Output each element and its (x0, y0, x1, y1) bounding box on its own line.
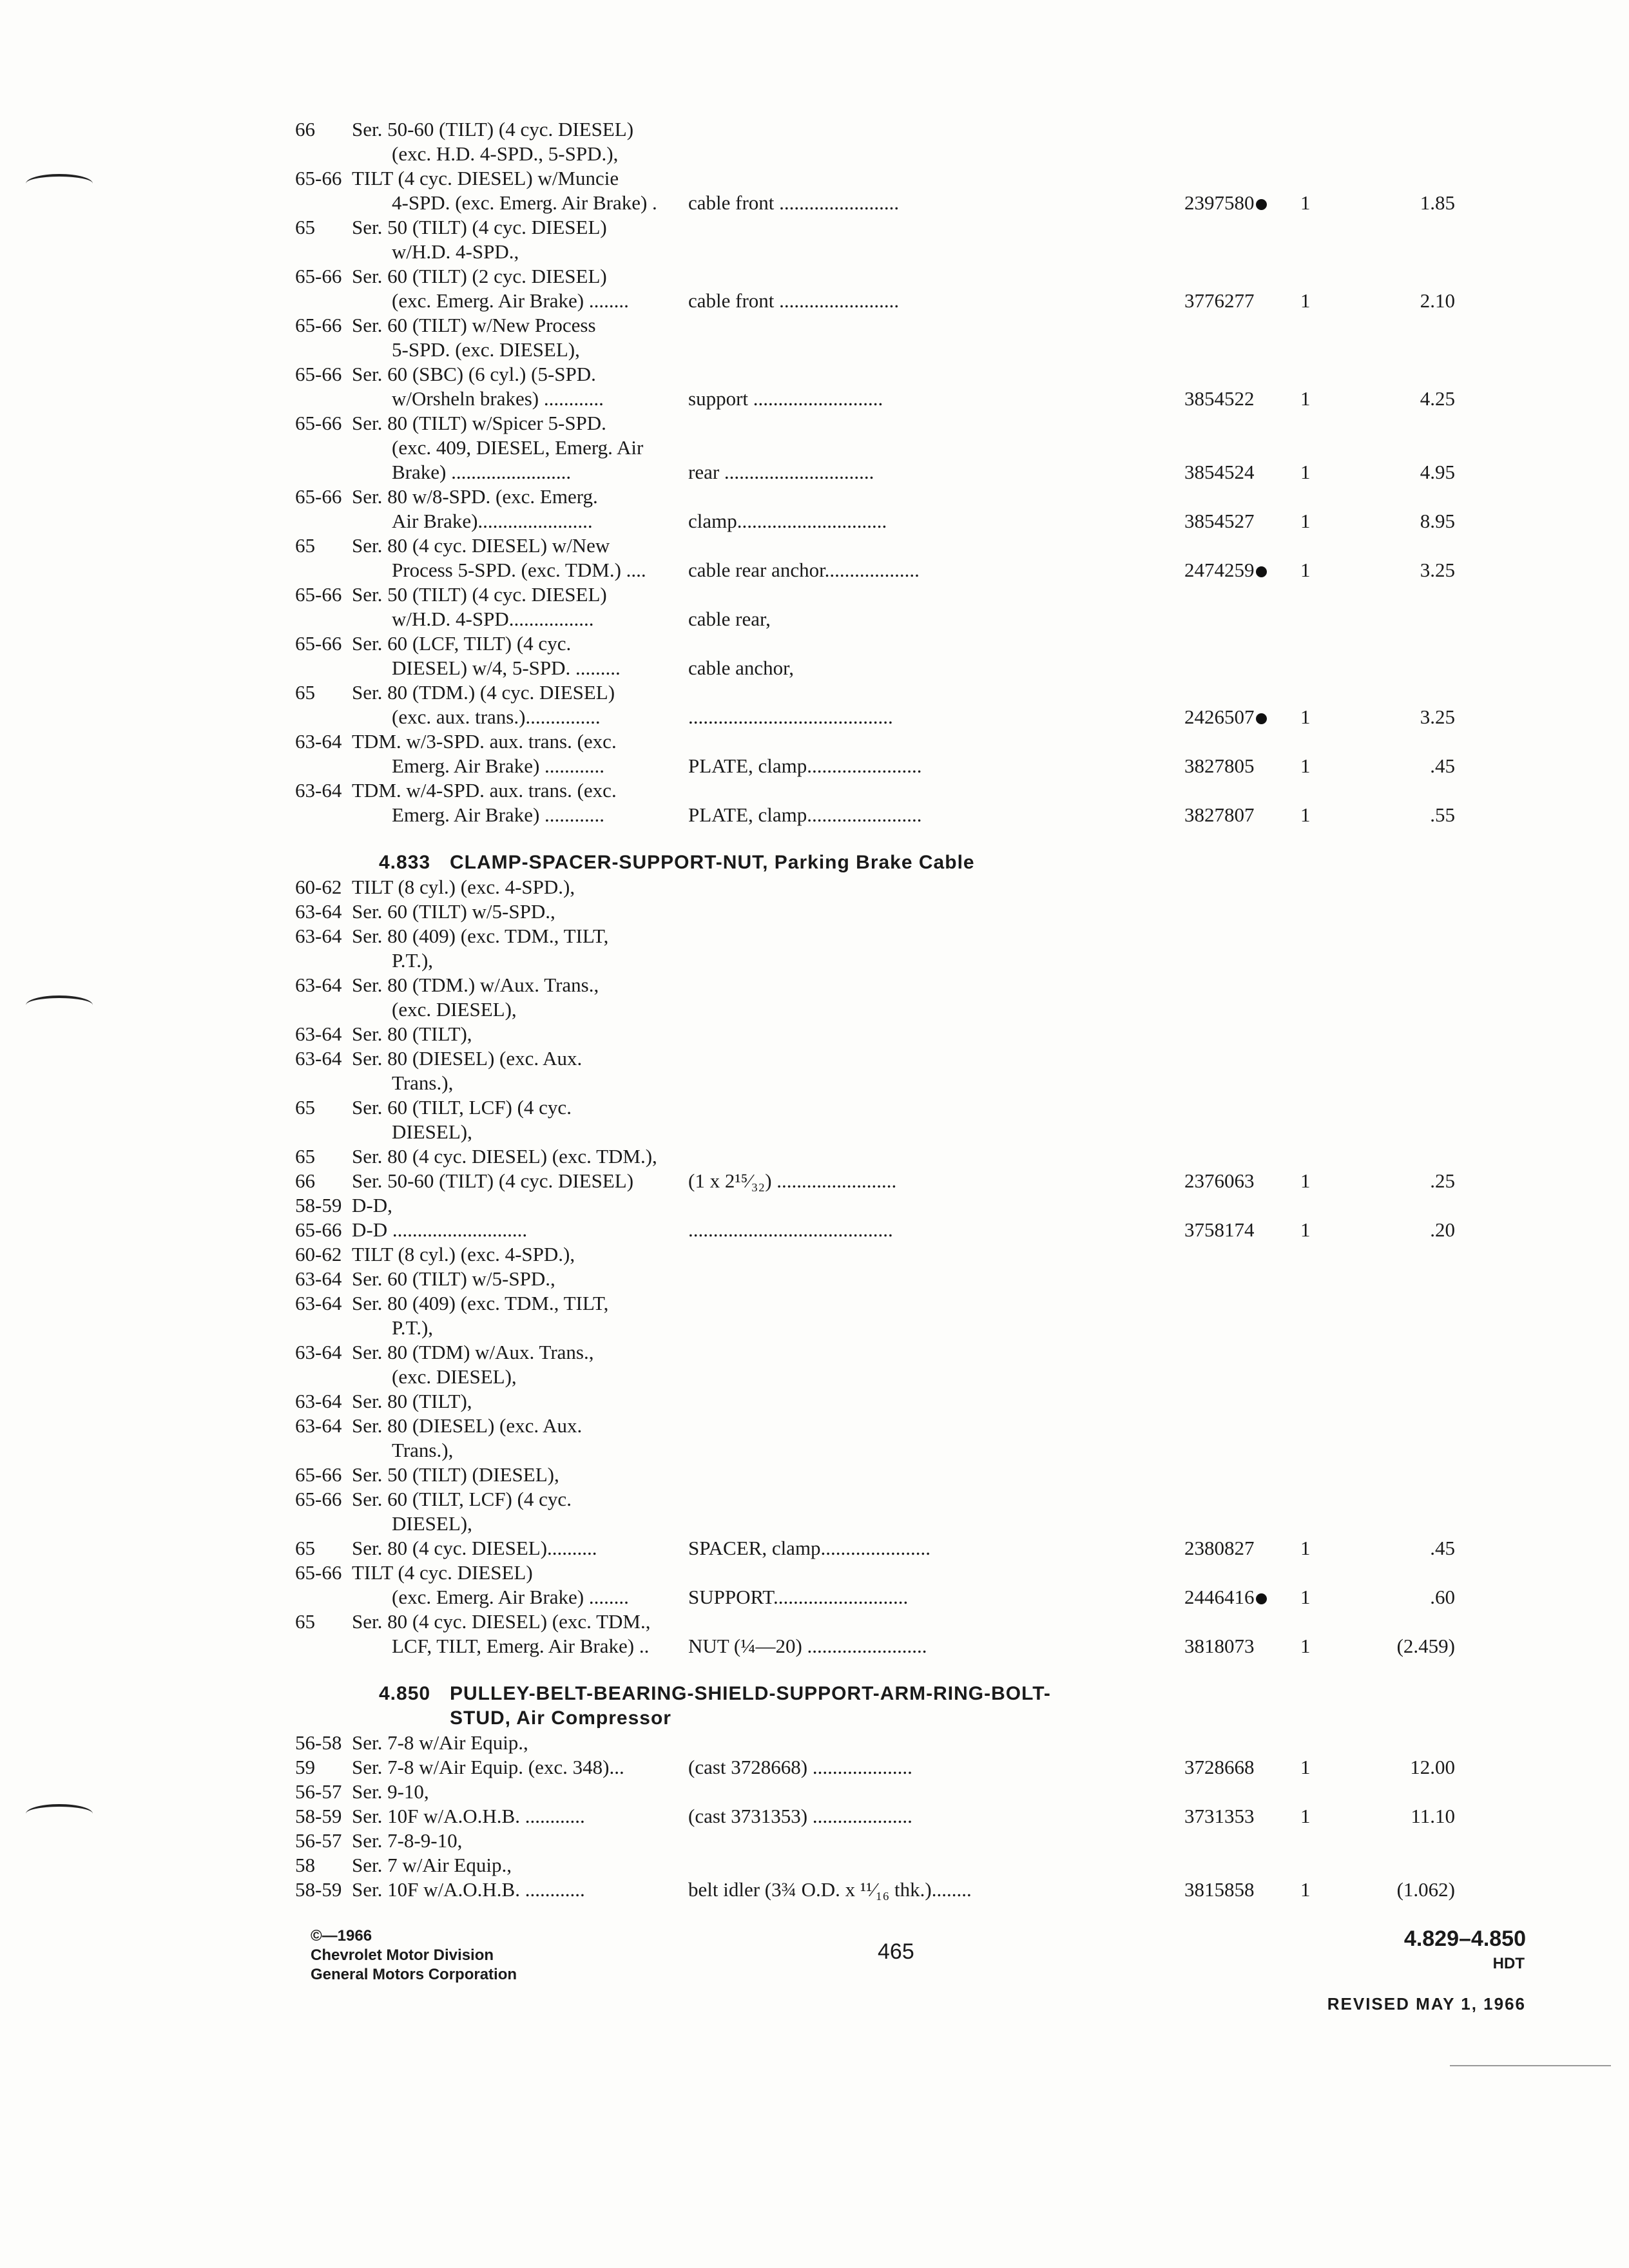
model-years: 63-64 (295, 1023, 342, 1045)
catalog-row (295, 240, 1532, 264)
application-description: LCF, TILT, Emerg. Air Brake) .. (392, 1635, 650, 1657)
parts-catalog-page (295, 117, 1532, 1902)
catalog-row (295, 533, 1532, 558)
application-description: (exc. Emerg. Air Brake) ........ (392, 1586, 629, 1608)
application-description: P.T.), (392, 949, 434, 972)
quantity: 1 (1300, 1756, 1311, 1778)
catalog-row (295, 1095, 1532, 1120)
list-price: 2.10 (1420, 289, 1455, 312)
model-years: 63-64 (295, 974, 342, 996)
catalog-row (295, 656, 1532, 680)
list-price: .45 (1430, 754, 1455, 777)
quantity: 1 (1300, 1635, 1311, 1657)
application-description: TILT (8 cyl.) (exc. 4-SPD.), (352, 876, 575, 898)
application-description: Ser. 60 (SBC) (6 cyl.) (5-SPD. (352, 363, 596, 385)
model-years: 63-64 (295, 1341, 342, 1363)
model-years: 63-64 (295, 779, 342, 802)
quantity: 1 (1300, 289, 1311, 312)
application-description: (exc. aux. trans.)............... (392, 706, 601, 728)
part-number: 2380827 (1184, 1537, 1255, 1559)
scan-artifact-line (1450, 2065, 1611, 2066)
part-description: (cast 3731353) .................... (688, 1805, 912, 1827)
catalog-row (295, 558, 1532, 582)
part-number: 3815858 (1184, 1878, 1255, 1901)
section-range: 4.829–4.850 (1403, 1927, 1526, 1951)
model-years: 63-64 (295, 1047, 342, 1070)
application-description: TILT (4 cyc. DIESEL) (352, 1561, 533, 1584)
application-description: Ser. 60 (TILT) (2 cyc. DIESEL) (352, 265, 607, 287)
catalog-row (295, 142, 1532, 166)
section-4833-rows (295, 875, 1532, 1658)
part-number: 3731353 (1184, 1805, 1255, 1827)
model-years: 66 (295, 1169, 315, 1192)
application-description: Ser. 7-8-9-10, (352, 1829, 463, 1852)
model-years: 65-66 (295, 314, 342, 336)
application-description: DIESEL), (392, 1512, 472, 1535)
application-description: (exc. DIESEL), (392, 998, 517, 1021)
quantity: 1 (1300, 510, 1311, 532)
catalog-row (295, 1804, 1532, 1829)
punch-hole-mark (26, 995, 93, 1015)
part-number: 3776277 (1184, 289, 1255, 312)
application-description: Emerg. Air Brake) ............ (392, 754, 605, 777)
application-description: Process 5-SPD. (exc. TDM.) .... (392, 559, 646, 581)
list-price: .60 (1430, 1586, 1455, 1608)
list-price: (1.062) (1396, 1878, 1455, 1901)
catalog-row (295, 1610, 1532, 1634)
application-description: Ser. 50-60 (TILT) (4 cyc. DIESEL) (352, 118, 634, 140)
application-description: D-D ........................... (352, 1218, 528, 1241)
application-description: (exc. 409, DIESEL, Emerg. Air (392, 436, 644, 459)
catalog-row (295, 1291, 1532, 1316)
application-description: Ser. 80 (4 cyc. DIESEL) (exc. TDM., (352, 1610, 651, 1633)
catalog-row (295, 387, 1532, 411)
model-years: 65-66 (295, 1488, 342, 1510)
application-description: Ser. 60 (LCF, TILT) (4 cyc. (352, 632, 572, 655)
catalog-row (295, 1242, 1532, 1267)
part-description: support .......................... (688, 387, 883, 410)
application-description: Ser. 10F w/A.O.H.B. ............ (352, 1878, 585, 1901)
part-number: 3758174 (1184, 1218, 1255, 1241)
part-number: 2426507 (1184, 705, 1267, 729)
page-number: 465 (878, 1939, 914, 1964)
list-price: .45 (1430, 1537, 1455, 1559)
catalog-row (295, 1878, 1532, 1902)
catalog-row (295, 1414, 1532, 1438)
quantity: 1 (1300, 1586, 1311, 1608)
part-number: 3854524 (1184, 461, 1255, 483)
quantity: 1 (1300, 461, 1311, 483)
part-description: cable rear, (688, 608, 771, 630)
model-years: 65-66 (295, 632, 342, 655)
part-number: 3728668 (1184, 1756, 1255, 1778)
catalog-code: HDT (1492, 1955, 1525, 1972)
application-description: Ser. 80 (TDM.) w/Aux. Trans., (352, 974, 599, 996)
section-4850-rows (295, 1731, 1532, 1902)
catalog-row (295, 436, 1532, 460)
catalog-row (295, 1193, 1532, 1218)
model-years: 56-58 (295, 1731, 342, 1754)
model-years: 63-64 (295, 1390, 342, 1412)
part-number: 3827805 (1184, 754, 1255, 777)
application-description: 5-SPD. (exc. DIESEL), (392, 338, 580, 361)
list-price: 3.25 (1420, 559, 1455, 581)
part-description: belt idler (3¾ O.D. x ¹¹⁄₁₆ thk.)........ (688, 1878, 972, 1901)
list-price: .55 (1430, 803, 1455, 826)
application-description: Ser. 50-60 (TILT) (4 cyc. DIESEL) (352, 1169, 634, 1192)
model-years: 65 (295, 1145, 315, 1168)
model-years: 58-59 (295, 1878, 342, 1901)
part-description: cable anchor, (688, 657, 794, 679)
catalog-row (295, 705, 1532, 729)
application-description: (exc. DIESEL), (392, 1365, 517, 1388)
part-description: cable front ........................ (688, 289, 900, 312)
application-description: Ser. 7-8 w/Air Equip., (352, 1731, 528, 1754)
catalog-row (295, 1071, 1532, 1095)
catalog-row (295, 1829, 1532, 1853)
model-years: 65-66 (295, 1561, 342, 1584)
catalog-row (295, 362, 1532, 387)
model-years: 65-66 (295, 583, 342, 606)
application-description: Ser. 80 (409) (exc. TDM., TILT, (352, 1292, 609, 1314)
part-description: (1 x 2¹⁵⁄₃₂) ........................ (688, 1169, 897, 1192)
catalog-row (295, 1389, 1532, 1414)
catalog-row (295, 485, 1532, 509)
catalog-row (295, 973, 1532, 997)
catalog-row (295, 1585, 1532, 1610)
application-description: Ser. 60 (TILT, LCF) (4 cyc. (352, 1488, 572, 1510)
part-description: clamp.............................. (688, 510, 887, 532)
quantity: 1 (1300, 559, 1311, 581)
catalog-row (295, 924, 1532, 948)
application-description: Trans.), (392, 1072, 454, 1094)
catalog-row (295, 1267, 1532, 1291)
revision-date: REVISED MAY 1, 1966 (1327, 1994, 1526, 2013)
model-years: 65-66 (295, 167, 342, 189)
application-description: Ser. 60 (TILT) w/5-SPD., (352, 900, 555, 923)
application-description: DIESEL) w/4, 5-SPD. ......... (392, 657, 621, 679)
punch-hole-mark (26, 1804, 93, 1823)
model-years: 63-64 (295, 1414, 342, 1437)
part-description: SUPPORT........................... (688, 1586, 909, 1608)
part-number: 3854527 (1184, 510, 1255, 532)
quantity: 1 (1300, 1878, 1311, 1901)
quantity: 1 (1300, 191, 1311, 214)
model-years: 65-66 (295, 363, 342, 385)
application-description: Brake) ........................ (392, 461, 572, 483)
application-description: P.T.), (392, 1316, 434, 1339)
model-years: 65 (295, 216, 315, 238)
application-description: D-D, (352, 1194, 392, 1216)
model-years: 65-66 (295, 265, 342, 287)
punch-hole-mark (26, 174, 93, 193)
part-description: (cast 3728668) .................... (688, 1756, 912, 1778)
application-description: Ser. 80 (TILT), (352, 1023, 472, 1045)
model-years: 60-62 (295, 876, 342, 898)
list-price: 1.85 (1420, 191, 1455, 214)
catalog-row (295, 1365, 1532, 1389)
application-description: Ser. 80 (TDM.) (4 cyc. DIESEL) (352, 681, 615, 704)
application-description: Ser. 60 (TILT, LCF) (4 cyc. (352, 1096, 572, 1119)
model-years: 60-62 (295, 1243, 342, 1265)
catalog-row (295, 778, 1532, 803)
quantity: 1 (1300, 1805, 1311, 1827)
publisher-block (311, 1927, 517, 1984)
quantity: 1 (1300, 1537, 1311, 1559)
quantity: 1 (1300, 1169, 1311, 1192)
model-years: 65 (295, 1537, 315, 1559)
part-description: SPACER, clamp...................... (688, 1537, 931, 1559)
application-description: Ser. 80 w/8-SPD. (exc. Emerg. (352, 485, 598, 508)
model-years: 63-64 (295, 1292, 342, 1314)
application-description: DIESEL), (392, 1120, 472, 1143)
model-years: 63-64 (295, 1267, 342, 1290)
application-description: Emerg. Air Brake) ............ (392, 803, 605, 826)
catalog-row (295, 117, 1532, 142)
catalog-row (295, 1316, 1532, 1340)
model-years: 59 (295, 1756, 315, 1778)
part-number: 2474259 (1184, 558, 1267, 582)
catalog-row (295, 729, 1532, 754)
catalog-row (295, 607, 1532, 631)
quantity: 1 (1300, 754, 1311, 777)
list-price: .20 (1430, 1218, 1455, 1241)
catalog-row (295, 1169, 1532, 1193)
quantity: 1 (1300, 706, 1311, 728)
application-description: Ser. 60 (TILT) w/5-SPD., (352, 1267, 555, 1290)
list-price: 8.95 (1420, 510, 1455, 532)
part-description: ......................................... (688, 706, 893, 728)
application-description: Air Brake)....................... (392, 510, 593, 532)
application-description: (exc. H.D. 4-SPD., 5-SPD.), (392, 142, 619, 165)
catalog-row (295, 1463, 1532, 1487)
division-name: Chevrolet Motor Division (311, 1946, 494, 1964)
model-years: 65-66 (295, 485, 342, 508)
model-years: 63-64 (295, 730, 342, 753)
list-price: 4.25 (1420, 387, 1455, 410)
application-description: w/Orsheln brakes) ............ (392, 387, 604, 410)
model-years: 58 (295, 1854, 315, 1876)
catalog-row (295, 899, 1532, 924)
catalog-row (295, 191, 1532, 215)
catalog-row (295, 1022, 1532, 1046)
catalog-row (295, 1634, 1532, 1658)
list-price: 4.95 (1420, 461, 1455, 483)
part-number: 3827807 (1184, 803, 1255, 826)
part-description: PLATE, clamp....................... (688, 803, 922, 826)
model-years: 66 (295, 118, 315, 140)
model-years: 56-57 (295, 1829, 342, 1852)
model-years: 65-66 (295, 412, 342, 434)
list-price: 12.00 (1410, 1756, 1455, 1778)
application-description: TILT (4 cyc. DIESEL) w/Muncie (352, 167, 619, 189)
application-description: TDM. w/3-SPD. aux. trans. (exc. (352, 730, 617, 753)
application-description: Ser. 80 (DIESEL) (exc. Aux. (352, 1414, 583, 1437)
catalog-row (295, 1120, 1532, 1144)
part-number: 3854522 (1184, 387, 1255, 410)
catalog-row (295, 582, 1532, 607)
quantity: 1 (1300, 1218, 1311, 1241)
new-part-dot-icon (1256, 1593, 1267, 1604)
application-description: Ser. 9-10, (352, 1780, 429, 1803)
model-years: 63-64 (295, 900, 342, 923)
application-description: Ser. 10F w/A.O.H.B. ............ (352, 1805, 585, 1827)
catalog-row (295, 1536, 1532, 1561)
model-years: 65-66 (295, 1218, 342, 1241)
application-description: Ser. 80 (TILT) w/Spicer 5-SPD. (352, 412, 606, 434)
part-number: 2397580 (1184, 191, 1267, 215)
part-number: 3818073 (1184, 1635, 1255, 1657)
catalog-row (295, 313, 1532, 338)
catalog-row (295, 997, 1532, 1022)
list-price: 3.25 (1420, 706, 1455, 728)
application-description: Ser. 80 (TDM) w/Aux. Trans., (352, 1341, 594, 1363)
section-4829-rows (295, 117, 1532, 827)
model-years: 65 (295, 1096, 315, 1119)
part-description: ......................................... (688, 1218, 893, 1241)
catalog-row (295, 754, 1532, 778)
catalog-row (295, 1218, 1532, 1242)
catalog-row (295, 1144, 1532, 1169)
application-description: w/H.D. 4-SPD................. (392, 608, 594, 630)
part-description: PLATE, clamp....................... (688, 754, 922, 777)
catalog-row (295, 1340, 1532, 1365)
catalog-row (295, 803, 1532, 827)
model-years: 56-57 (295, 1780, 342, 1803)
catalog-row (295, 875, 1532, 899)
catalog-row (295, 1046, 1532, 1071)
application-description: 4-SPD. (exc. Emerg. Air Brake) . (392, 191, 657, 214)
section-heading-4833 (295, 850, 1532, 875)
catalog-row (295, 509, 1532, 533)
part-description: rear .............................. (688, 461, 874, 483)
catalog-row (295, 948, 1532, 973)
section-title: CLAMP-SPACER-SUPPORT-NUT, Parking Brake Cable (450, 852, 975, 873)
application-description: Trans.), (392, 1439, 454, 1461)
catalog-row (295, 1438, 1532, 1463)
model-years: 63-64 (295, 925, 342, 947)
application-description: Ser. 7 w/Air Equip., (352, 1854, 512, 1876)
model-years: 65-66 (295, 1463, 342, 1486)
section-title-continued: STUD, Air Compressor (450, 1707, 671, 1729)
list-price: 11.10 (1411, 1805, 1455, 1827)
list-price: (2.459) (1396, 1635, 1455, 1657)
catalog-row (295, 215, 1532, 240)
application-description: TDM. w/4-SPD. aux. trans. (exc. (352, 779, 617, 802)
catalog-row (295, 1853, 1532, 1878)
part-description: cable rear anchor................... (688, 559, 920, 581)
section-number: 4.833 (379, 852, 431, 873)
part-number: 2446416 (1184, 1585, 1267, 1610)
quantity: 1 (1300, 803, 1311, 826)
catalog-row (295, 1487, 1532, 1512)
part-number: 2376063 (1184, 1169, 1255, 1192)
catalog-row (295, 1755, 1532, 1780)
catalog-row (295, 338, 1532, 362)
catalog-row (295, 411, 1532, 436)
new-part-dot-icon (1256, 566, 1267, 577)
catalog-row (295, 1512, 1532, 1536)
section-heading-4850 (295, 1682, 1532, 1706)
model-years: 58-59 (295, 1805, 342, 1827)
application-description: w/H.D. 4-SPD., (392, 240, 519, 263)
model-years: 65 (295, 1610, 315, 1633)
application-description: Ser. 80 (TILT), (352, 1390, 472, 1412)
section-number: 4.850 (379, 1683, 431, 1704)
catalog-row (295, 166, 1532, 191)
application-description: Ser. 50 (TILT) (4 cyc. DIESEL) (352, 216, 607, 238)
application-description: Ser. 80 (DIESEL) (exc. Aux. (352, 1047, 583, 1070)
application-description: Ser. 80 (4 cyc. DIESEL).......... (352, 1537, 597, 1559)
corporation-name: General Motors Corporation (311, 1966, 517, 1983)
application-description: Ser. 50 (TILT) (4 cyc. DIESEL) (352, 583, 607, 606)
model-years: 65 (295, 534, 315, 557)
application-description: Ser. 80 (409) (exc. TDM., TILT, (352, 925, 609, 947)
list-price: .25 (1430, 1169, 1455, 1192)
new-part-dot-icon (1256, 199, 1267, 210)
quantity: 1 (1300, 387, 1311, 410)
catalog-row (295, 1780, 1532, 1804)
section-heading-4850-cont (295, 1706, 1532, 1731)
section-title: PULLEY-BELT-BEARING-SHIELD-SUPPORT-ARM-RING-BOLT- (450, 1683, 1051, 1704)
part-description: NUT (¼—20) ........................ (688, 1635, 927, 1657)
catalog-row (295, 289, 1532, 313)
catalog-row (295, 460, 1532, 485)
application-description: (exc. Emerg. Air Brake) ........ (392, 289, 629, 312)
copyright: ©—1966 (311, 1927, 372, 1945)
catalog-row (295, 1731, 1532, 1755)
model-years: 58-59 (295, 1194, 342, 1216)
part-description: cable front ........................ (688, 191, 900, 214)
catalog-row (295, 264, 1532, 289)
application-description: Ser. 80 (4 cyc. DIESEL) w/New (352, 534, 610, 557)
application-description: TILT (8 cyl.) (exc. 4-SPD.), (352, 1243, 575, 1265)
application-description: Ser. 50 (TILT) (DIESEL), (352, 1463, 559, 1486)
application-description: Ser. 7-8 w/Air Equip. (exc. 348)... (352, 1756, 624, 1778)
model-years: 65 (295, 681, 315, 704)
catalog-row (295, 680, 1532, 705)
catalog-row (295, 631, 1532, 656)
new-part-dot-icon (1256, 713, 1267, 724)
catalog-row (295, 1561, 1532, 1585)
application-description: Ser. 80 (4 cyc. DIESEL) (exc. TDM.), (352, 1145, 657, 1168)
application-description: Ser. 60 (TILT) w/New Process (352, 314, 596, 336)
